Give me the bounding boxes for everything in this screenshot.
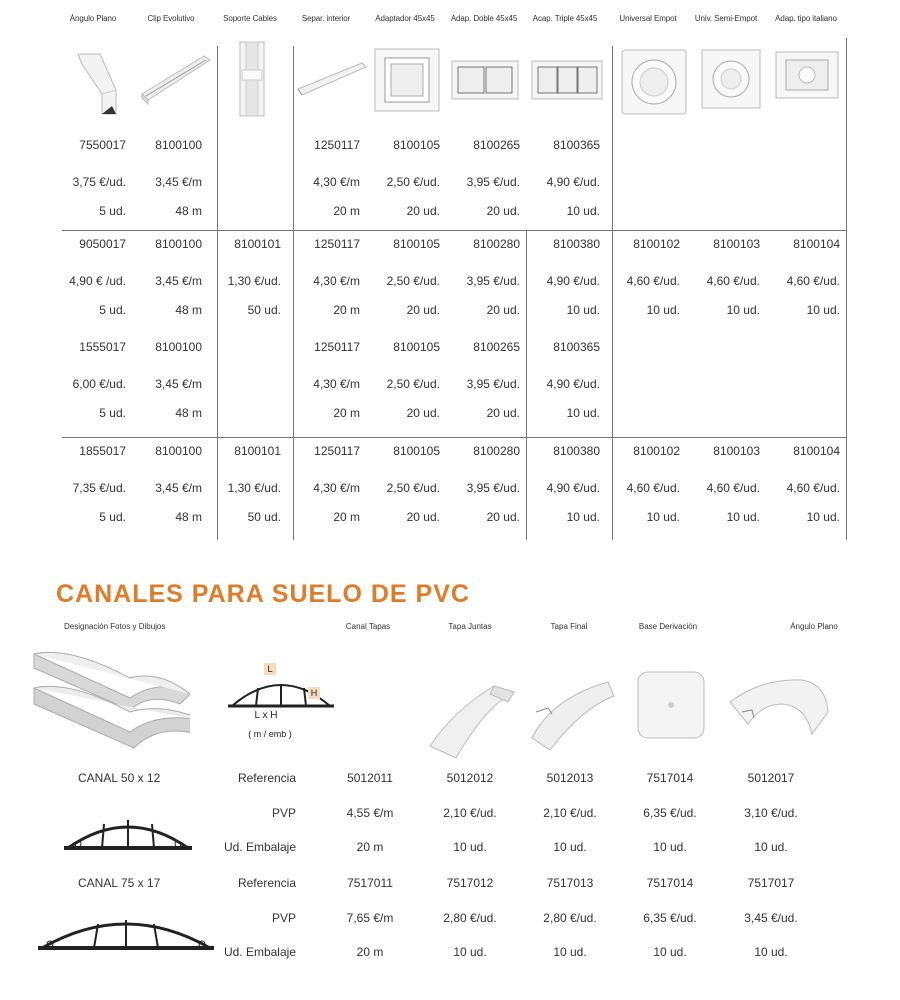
unit-cell: 20 m xyxy=(356,840,384,854)
ref-cell: 7517017 xyxy=(747,876,795,890)
canal-name: CANAL 50 x 12 xyxy=(78,771,161,785)
price-cell: 4,90 €/ud. xyxy=(546,274,600,288)
ref-cell: 8100105 xyxy=(393,237,440,251)
price-cell: 4,60 €/ud. xyxy=(626,481,680,495)
unit-cell: 10 ud. xyxy=(453,945,487,959)
ref-cell: 7517014 xyxy=(646,771,694,785)
price-cell: 3,95 €/ud. xyxy=(466,175,520,189)
price-cell: 3,95 €/ud. xyxy=(466,274,520,288)
ref-cell: 8100100 xyxy=(155,138,202,152)
ref-cell: 8100104 xyxy=(793,444,840,458)
unit-cell: 10 ud. xyxy=(453,840,487,854)
unit-cell: 20 ud. xyxy=(486,406,520,420)
tapa-final-image xyxy=(522,678,618,758)
unit-cell: 5 ud. xyxy=(99,510,126,524)
ref-cell: 1250117 xyxy=(314,444,360,458)
row-label: Ud. Embalaje xyxy=(223,840,296,854)
ref-cell: 5012011 xyxy=(347,771,393,785)
row-label: PVP xyxy=(271,911,296,925)
unit-cell: 10 ud. xyxy=(754,945,788,959)
unit-cell: 5 ud. xyxy=(99,204,126,218)
unit-cell: 10 ud. xyxy=(553,840,587,854)
unit-cell: 20 ud. xyxy=(406,303,440,317)
row-label: Referencia xyxy=(237,876,296,890)
unit-label: ( m / emb ) xyxy=(248,729,292,739)
col-header: Ángulo Plano xyxy=(69,14,117,23)
unit-cell: 20 ud. xyxy=(486,204,520,218)
price-cell: 4,60 €/ud. xyxy=(786,481,840,495)
unit-cell: 20 ud. xyxy=(406,510,440,524)
ref-cell: 8100101 xyxy=(234,237,281,251)
unit-cell: 10 ud. xyxy=(553,945,587,959)
ref-cell: 8100365 xyxy=(553,138,600,152)
unit-cell: 50 ud. xyxy=(247,510,281,524)
ref-cell: 7517011 xyxy=(347,876,393,890)
ref-cell: 8100104 xyxy=(793,237,840,251)
price-cell: 4,60 €/ud. xyxy=(706,274,760,288)
price-cell: 4,90 €/ud. xyxy=(546,377,600,391)
ref-cell: 7517014 xyxy=(646,876,694,890)
unit-cell: 20 m xyxy=(333,204,360,218)
price-cell: 4,30 €/m xyxy=(313,481,360,495)
price-cell: 6,35 €/ud. xyxy=(643,806,697,820)
col-header: Soporte Cables xyxy=(223,14,277,23)
price-cell: 3,45 €/ud. xyxy=(744,911,798,925)
ref-cell: 8100380 xyxy=(553,237,600,251)
unit-cell: 20 ud. xyxy=(486,303,520,317)
ref-cell: 7517012 xyxy=(446,876,494,890)
price-cell: 3,45 €/m xyxy=(155,481,202,495)
col-header: Adaptador 45x45 xyxy=(375,14,435,23)
column-divider xyxy=(846,38,847,540)
unit-cell: 20 ud. xyxy=(406,204,440,218)
price-cell: 2,50 €/ud. xyxy=(386,481,440,495)
ref-cell: 8100280 xyxy=(473,237,520,251)
ref-cell: 5012012 xyxy=(446,771,494,785)
unit-cell: 20 m xyxy=(333,406,360,420)
col-header: Clip Evolutivo xyxy=(147,14,195,23)
price-cell: 4,30 €/m xyxy=(313,274,360,288)
ref-cell: 8100103 xyxy=(713,444,760,458)
col-header: Universal Empot xyxy=(619,14,677,23)
col-header: Adap. tipo italiano xyxy=(775,14,837,23)
designation-header: Designación Fotos y Dibujos xyxy=(64,622,166,631)
unit-cell: 10 ud. xyxy=(806,303,840,317)
row-label: PVP xyxy=(271,806,296,820)
adaptador-doble-image xyxy=(450,58,520,104)
ref-cell: 8100100 xyxy=(155,340,202,354)
tapa-juntas-image xyxy=(424,680,520,764)
ref-cell: 8100280 xyxy=(473,444,520,458)
unit-cell: 10 ud. xyxy=(646,510,680,524)
price-cell: 4,30 €/m xyxy=(313,377,360,391)
price-cell: 3,45 €/m xyxy=(155,377,202,391)
price-cell: 4,60 €/ud. xyxy=(626,274,680,288)
row-divider xyxy=(62,230,846,231)
base-derivacion-image xyxy=(632,666,712,744)
price-cell: 3,45 €/m xyxy=(155,274,202,288)
col-header: Ángulo Plano xyxy=(790,622,838,631)
unit-cell: 10 ud. xyxy=(653,945,687,959)
price-cell: 4,90 € /ud. xyxy=(69,274,126,288)
ref-cell: 8100105 xyxy=(393,138,440,152)
unit-cell: 5 ud. xyxy=(99,406,126,420)
col-header: Adap. Doble 45x45 xyxy=(450,14,518,23)
unit-cell: 20 ud. xyxy=(486,510,520,524)
price-cell: 2,50 €/ud. xyxy=(386,377,440,391)
ref-cell: 1250117 xyxy=(314,237,360,251)
clip-evolutivo-image xyxy=(138,50,214,110)
canal-50x12-profile xyxy=(62,812,194,862)
unit-cell: 10 ud. xyxy=(806,510,840,524)
ref-cell: 1855017 xyxy=(79,444,126,458)
ref-cell: 5012017 xyxy=(747,771,795,785)
ref-cell: 8100101 xyxy=(234,444,281,458)
univ-semi-empot-image xyxy=(698,44,764,116)
unit-cell: 10 ud. xyxy=(726,303,760,317)
adap-tipo-italiano-image xyxy=(772,48,842,104)
unit-cell: 10 ud. xyxy=(726,510,760,524)
ref-cell: 1250117 xyxy=(314,340,360,354)
price-cell: 3,95 €/ud. xyxy=(466,377,520,391)
canal-name: CANAL 75 x 17 xyxy=(78,876,161,890)
unit-cell: 10 ud. xyxy=(754,840,788,854)
unit-cell: 10 ud. xyxy=(566,406,600,420)
price-cell: 7,35 €/ud. xyxy=(72,481,126,495)
column-divider xyxy=(217,46,218,540)
unit-cell: 48 m xyxy=(175,406,202,420)
price-cell: 3,75 €/ud. xyxy=(72,175,126,189)
price-cell: 3,45 €/m xyxy=(155,175,202,189)
ref-cell: 8100105 xyxy=(393,340,440,354)
price-cell: 2,50 €/ud. xyxy=(386,274,440,288)
separador-interior-image xyxy=(296,55,370,105)
ref-cell: 8100100 xyxy=(155,444,202,458)
price-cell: 2,50 €/ud. xyxy=(386,175,440,189)
adaptador-45-image xyxy=(372,46,442,114)
ref-cell: 7550017 xyxy=(79,138,126,152)
ref-cell: 9050017 xyxy=(79,237,126,251)
ref-cell: 5012013 xyxy=(546,771,594,785)
unit-cell: 20 m xyxy=(356,945,384,959)
col-header: Canal Tapas xyxy=(345,622,391,631)
col-header: Tapa Final xyxy=(550,622,588,631)
unit-cell: 48 m xyxy=(175,204,202,218)
price-cell: 2,10 €/ud. xyxy=(443,806,497,820)
price-cell: 2,80 €/ud. xyxy=(543,911,597,925)
adaptador-triple-image xyxy=(530,58,604,104)
price-cell: 4,90 €/ud. xyxy=(546,481,600,495)
price-cell: 1,30 €/ud. xyxy=(227,481,281,495)
col-header: Separ. interior xyxy=(301,14,351,23)
l-label: L xyxy=(264,663,276,675)
unit-cell: 50 ud. xyxy=(247,303,281,317)
unit-cell: 48 m xyxy=(175,303,202,317)
ref-cell: 8100365 xyxy=(553,340,600,354)
ref-cell: 8100102 xyxy=(633,444,680,458)
ref-cell: 8100105 xyxy=(393,444,440,458)
ref-cell: 8100100 xyxy=(155,237,202,251)
col-header: Tapa Juntas xyxy=(448,622,492,631)
ref-cell: 8100380 xyxy=(553,444,600,458)
price-cell: 1,30 €/ud. xyxy=(227,274,281,288)
col-header: Univ. Semi-Empot xyxy=(694,14,758,23)
unit-cell: 20 m xyxy=(333,303,360,317)
price-cell: 7,65 €/m xyxy=(346,911,394,925)
ref-cell: 1250117 xyxy=(314,138,360,152)
unit-cell: 20 ud. xyxy=(406,406,440,420)
price-cell: 4,55 €/m xyxy=(346,806,394,820)
soporte-cables-image xyxy=(232,40,272,120)
ref-cell: 7517013 xyxy=(546,876,594,890)
unit-cell: 10 ud. xyxy=(566,204,600,218)
column-divider xyxy=(293,46,294,540)
column-divider xyxy=(612,46,613,540)
unit-cell: 10 ud. xyxy=(566,303,600,317)
price-cell: 3,10 €/ud. xyxy=(744,806,798,820)
unit-cell: 10 ud. xyxy=(653,840,687,854)
unit-cell: 10 ud. xyxy=(646,303,680,317)
price-cell: 2,80 €/ud. xyxy=(443,911,497,925)
unit-cell: 48 m xyxy=(175,510,202,524)
unit-cell: 20 m xyxy=(333,510,360,524)
price-cell: 6,00 €/ud. xyxy=(72,377,126,391)
price-cell: 4,60 €/ud. xyxy=(706,481,760,495)
canal-photo xyxy=(30,648,190,754)
section-title: CANALES PARA SUELO DE PVC xyxy=(56,580,470,608)
price-cell: 2,10 €/ud. xyxy=(543,806,597,820)
row-label: Referencia xyxy=(237,771,296,785)
universal-empot-image xyxy=(618,44,690,120)
row-label: Ud. Embalaje xyxy=(223,945,296,959)
unit-cell: 10 ud. xyxy=(566,510,600,524)
row-divider xyxy=(62,437,846,438)
ref-cell: 8100103 xyxy=(713,237,760,251)
price-cell: 3,95 €/ud. xyxy=(466,481,520,495)
price-cell: 4,30 €/m xyxy=(313,175,360,189)
angulo-plano-image xyxy=(72,50,122,120)
h-label: H xyxy=(308,687,320,699)
unit-cell: 5 ud. xyxy=(99,303,126,317)
col-header: Acap. Triple 45x45 xyxy=(532,14,598,23)
ref-cell: 8100102 xyxy=(633,237,680,251)
price-cell: 4,60 €/ud. xyxy=(786,274,840,288)
ref-cell: 8100265 xyxy=(473,340,520,354)
lxh-label: L x H xyxy=(254,710,278,721)
price-cell: 6,35 €/ud. xyxy=(643,911,697,925)
ref-cell: 8100265 xyxy=(473,138,520,152)
angulo-plano-canal-image xyxy=(722,672,832,750)
ref-cell: 1555017 xyxy=(79,340,126,354)
price-cell: 4,90 €/ud. xyxy=(546,175,600,189)
col-header: Base Derivación xyxy=(638,622,698,631)
